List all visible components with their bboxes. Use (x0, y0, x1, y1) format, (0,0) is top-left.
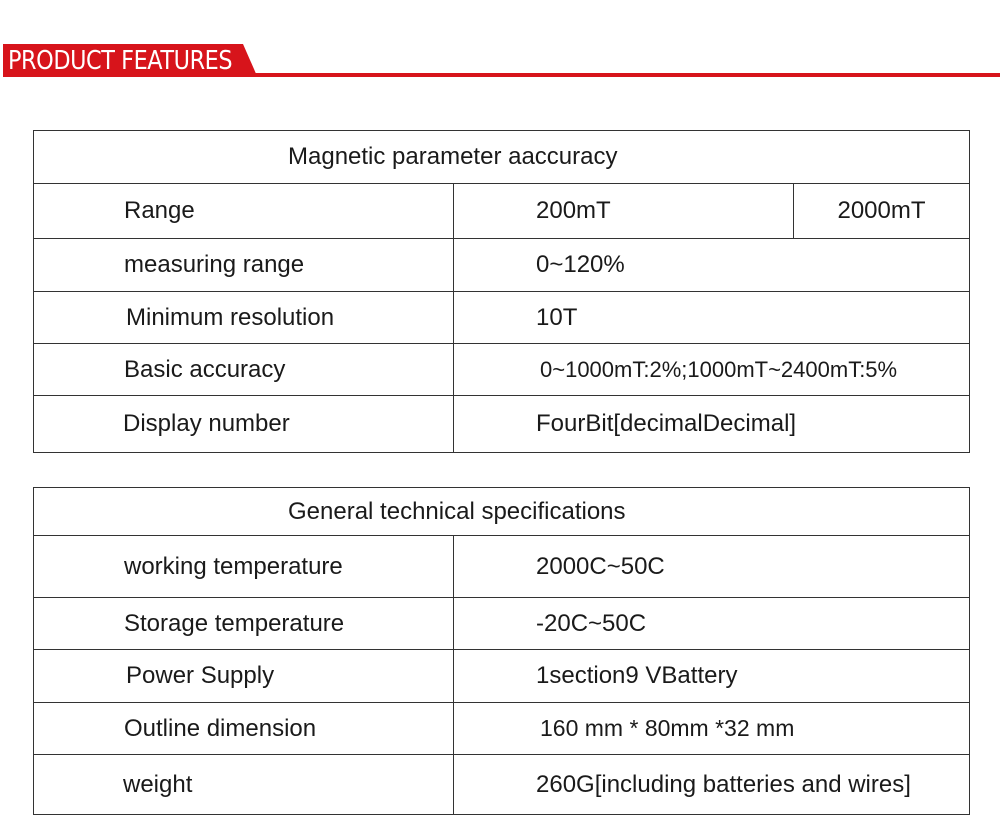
row-label: Minimum resolution (34, 292, 454, 344)
table-title-row (34, 488, 970, 536)
table-row (34, 396, 970, 453)
row-value: 0~1000mT:2%;1000mT~2400mT:5% (454, 344, 970, 396)
row-label: weight (34, 755, 454, 815)
table-title: Magnetic parameter aaccuracy (34, 131, 970, 184)
row-value: 2000C~50C (454, 536, 970, 598)
row-label: Basic accuracy (34, 344, 454, 396)
row-value: 1section9 VBattery (454, 650, 970, 703)
table-title: General technical specifications (34, 488, 970, 536)
row-label: Outline dimension (34, 703, 454, 755)
table-title-row (34, 131, 970, 184)
row-label: Storage temperature (34, 598, 454, 650)
row-value: -20C~50C (454, 598, 970, 650)
row-label: Display number (34, 396, 454, 453)
section-header (0, 44, 1000, 78)
table-row (34, 598, 970, 650)
row-value: 160 mm * 80mm *32 mm (454, 703, 970, 755)
row-value: 10T (454, 292, 970, 344)
table-row (34, 650, 970, 703)
magnetic-parameter-table (33, 130, 970, 453)
table-row (34, 184, 970, 239)
row-value: 0~120% (454, 239, 970, 292)
table-row (34, 239, 970, 292)
row-value: 2000mT (794, 184, 970, 239)
table-row (34, 536, 970, 598)
row-value: 200mT (454, 184, 794, 239)
table-row (34, 755, 970, 815)
row-label: Power Supply (34, 650, 454, 703)
header-title: PRODUCT FEATURES (8, 46, 233, 76)
table-row (34, 703, 970, 755)
table-row (34, 292, 970, 344)
general-specifications-table (33, 487, 970, 815)
row-label: working temperature (34, 536, 454, 598)
table-row (34, 344, 970, 396)
row-value: 260G[including batteries and wires] (454, 755, 970, 815)
row-label: Range (34, 184, 454, 239)
row-label: measuring range (34, 239, 454, 292)
row-value: FourBit[decimalDecimal] (454, 396, 970, 453)
